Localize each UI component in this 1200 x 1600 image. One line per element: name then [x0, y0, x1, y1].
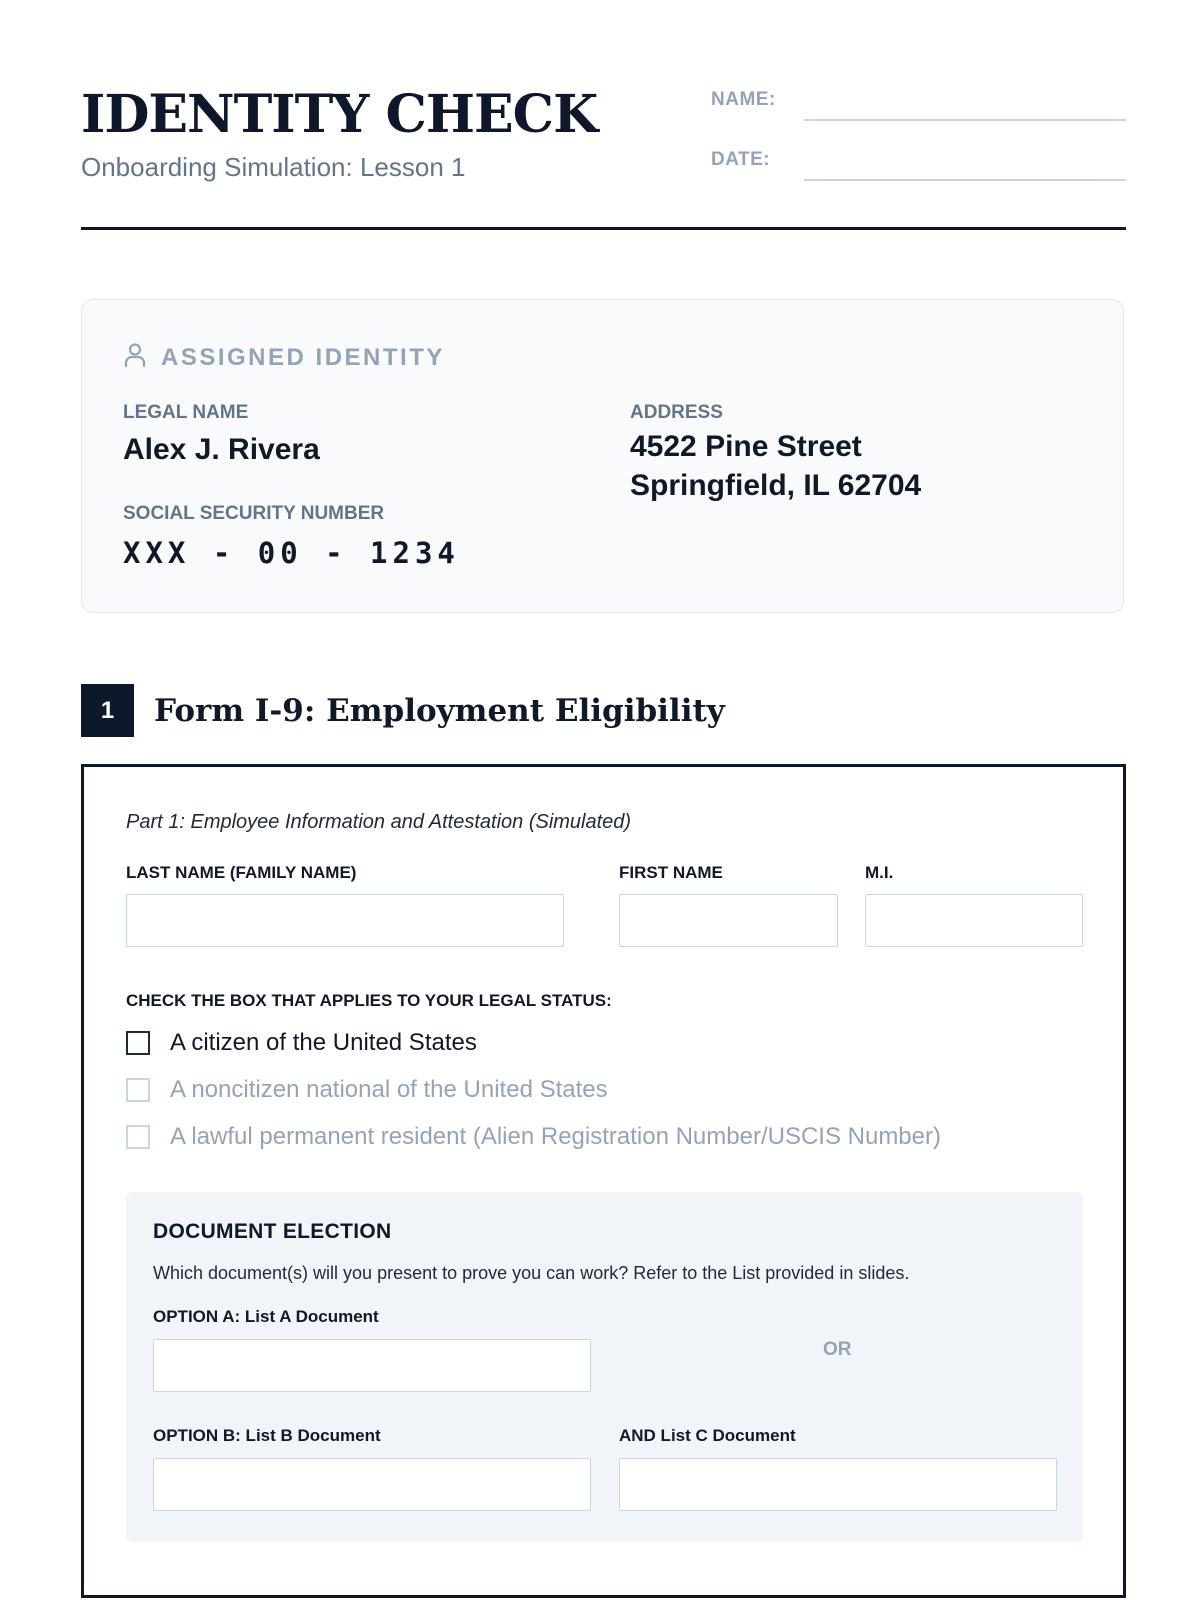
list-a-document-input[interactable] [153, 1339, 591, 1392]
citizen-checkbox[interactable] [126, 1031, 150, 1055]
identity-heading-text: ASSIGNED IDENTITY [161, 343, 445, 371]
status-option-citizen[interactable] [126, 1029, 477, 1057]
legal-name-label: LEGAL NAME [123, 402, 249, 423]
section-number-badge: 1 [81, 684, 134, 737]
name-label: NAME: [711, 89, 776, 110]
ssn-value: XXX - 00 - 1234 [123, 536, 460, 570]
name-underline [804, 119, 1126, 121]
mi-label: M.I. [865, 863, 894, 882]
permanent-resident-checkbox[interactable] [126, 1125, 150, 1149]
legal-status-label: CHECK THE BOX THAT APPLIES TO YOUR LEGAL STATUS: [126, 991, 612, 1010]
legal-name-value: Alex J. Rivera [123, 433, 320, 466]
assigned-identity-card [81, 299, 1124, 613]
section-title: Form I-9: Employment Eligibility [154, 693, 725, 729]
or-divider: OR [823, 1339, 852, 1360]
option-b-label: OPTION B: List B Document [153, 1426, 381, 1445]
page-title: IDENTITY CHECK [81, 84, 598, 145]
noncitizen-national-option-label: A noncitizen national of the United States [170, 1076, 608, 1103]
citizen-option-label: A citizen of the United States [170, 1029, 477, 1056]
document-election-panel [126, 1192, 1083, 1542]
date-underline [804, 179, 1126, 181]
user-icon [123, 342, 147, 373]
date-label: DATE: [711, 149, 771, 170]
noncitizen-national-checkbox[interactable] [126, 1078, 150, 1102]
list-c-document-input[interactable] [619, 1458, 1057, 1511]
first-name-label: FIRST NAME [619, 863, 723, 882]
identity-heading [123, 342, 445, 373]
list-b-document-input[interactable] [153, 1458, 591, 1511]
last-name-input[interactable] [126, 894, 564, 947]
address-line-1: 4522 Pine Street [630, 430, 862, 463]
address-label: ADDRESS [630, 402, 723, 423]
document-election-description: Which document(s) will you present to prove you can work? Refer to the List provided in slides. [153, 1263, 910, 1283]
mi-input[interactable] [865, 894, 1083, 947]
permanent-resident-option-label: A lawful permanent resident (Alien Registration Number/USCIS Number) [170, 1123, 941, 1150]
name-input[interactable] [804, 88, 1130, 120]
ssn-label: SOCIAL SECURITY NUMBER [123, 503, 385, 524]
date-input[interactable] [804, 148, 1130, 180]
first-name-input[interactable] [619, 894, 838, 947]
document-election-title: DOCUMENT ELECTION [153, 1220, 392, 1243]
list-c-label: AND List C Document [619, 1426, 796, 1445]
status-option-permanent-resident[interactable] [126, 1123, 941, 1151]
status-option-noncitizen-national[interactable] [126, 1076, 608, 1104]
header-divider [81, 227, 1126, 230]
address-line-2: Springfield, IL 62704 [630, 469, 922, 502]
page-subtitle: Onboarding Simulation: Lesson 1 [81, 152, 466, 182]
last-name-label: LAST NAME (FAMILY NAME) [126, 863, 357, 882]
option-a-label: OPTION A: List A Document [153, 1307, 379, 1326]
i9-form [81, 764, 1126, 1598]
part-note: Part 1: Employee Information and Attestation (Simulated) [126, 811, 632, 833]
